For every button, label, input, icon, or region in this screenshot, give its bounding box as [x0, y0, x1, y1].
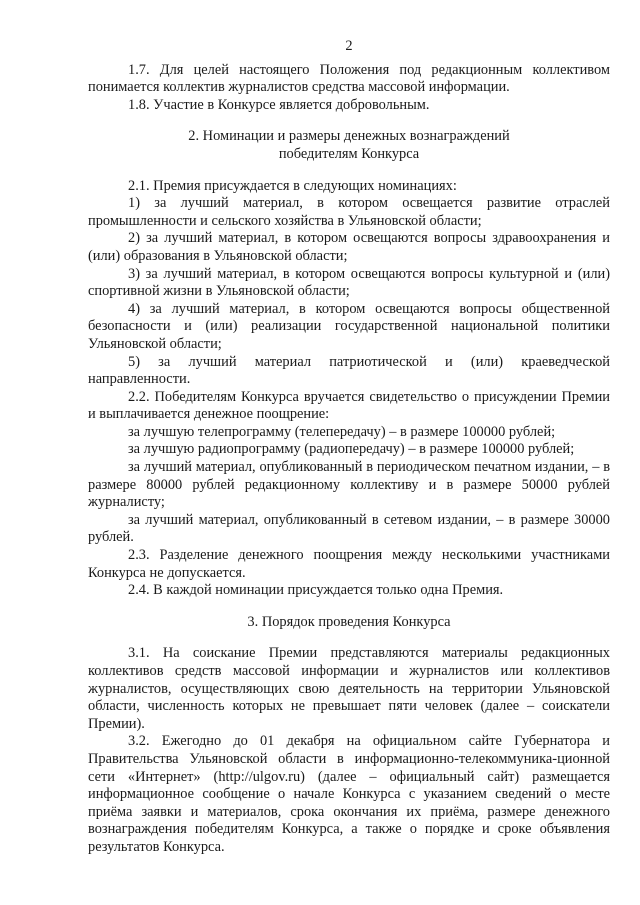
nomination-3: 3) за лучший материал, в котором освещаются вопросы культурной и (или) спортивной жизни в Ульяновской области;	[88, 265, 610, 300]
paragraph-1-7: 1.7. Для целей настоящего Положения под редакционным коллективом понимается коллектив журналистов средства массовой информации.	[88, 61, 610, 96]
paragraph-2-1: 2.1. Премия присуждается в следующих номинациях:	[128, 177, 457, 194]
nomination-2: 2) за лучший материал, в котором освещаются вопросы здравоохранения и (или) образования в Ульяновской области;	[88, 230, 610, 264]
award-radio: за лучшую радиопрограмму (радиопередачу) – в размере 100000 рублей;	[128, 441, 575, 458]
award-online: за лучший материал, опубликованный в сетевом издании, – в размере 30000 рублей.	[88, 511, 610, 546]
section-2-heading	[88, 128, 610, 163]
section-3-heading	[88, 614, 610, 632]
section-3-title: 3. Порядок проведения Конкурса	[247, 613, 451, 630]
paragraph-3-1: 3.1. На соискание Премии представляются материалы редакционных коллективов средств массовой информации и журналистов или коллективов журналистов, осуществляющих свою деятельность на территории Ульяновской области, численность которых не превышает пяти человек (далее – соискатели Премии).	[88, 645, 610, 732]
award-print: за лучший материал, опубликованный в периодическом печатном издании, – в размере 80000 рублей редакционному коллективу и в размере 50000 рублей журналисту;	[88, 459, 610, 511]
nomination-1: 1) за лучший материал, в котором освещается развитие отраслей промышленности и сельского хозяйства в Ульяновской области;	[88, 195, 610, 229]
page-number: 2	[345, 38, 353, 54]
nomination-5: 5) за лучший материал патриотической и (или) краеведческой направленности.	[88, 353, 610, 388]
section-2-title-line-2: победителям Конкурса	[278, 145, 420, 162]
award-tv: за лучшую телепрограмму (телепередачу) – в размере 100000 рублей;	[128, 423, 556, 440]
paragraph-2-2: 2.2. Победителям Конкурса вручается свидетельство о присуждении Премии и выплачивается денежное поощрение:	[88, 388, 610, 423]
paragraph-3-2: 3.2. Ежегодно до 01 декабря на официальном сайте Губернатора и Правительства Ульяновской области в информационно-телекоммуника-ционной сети «Интернет» (http://ulgov.ru) (далее – официальный сайт) размещается информационное сообщение о начале Конкурса с указанием сведений о месте приёма заявки и материалов, срока окончания их приёма, размере денежного вознаграждения победителям Конкурса, а также о порядке и сроке объявления результатов Конкурса.	[88, 733, 610, 855]
paragraph-2-4: 2.4. В каждой номинации присуждается только одна Премия.	[128, 582, 504, 599]
nomination-4: 4) за лучший материал, в котором освещаются вопросы общественной безопасности и (или) реализации государственной национальной политики Ульяновской области;	[88, 300, 610, 352]
section-2-title-line-1: 2. Номинации и размеры денежных вознаграждений	[188, 128, 510, 145]
paragraph-1-8: 1.8. Участие в Конкурсе является добровольным.	[128, 96, 430, 113]
paragraph-2-3: 2.3. Разделение денежного поощрения между несколькими участниками Конкурса не допускается.	[88, 547, 610, 581]
